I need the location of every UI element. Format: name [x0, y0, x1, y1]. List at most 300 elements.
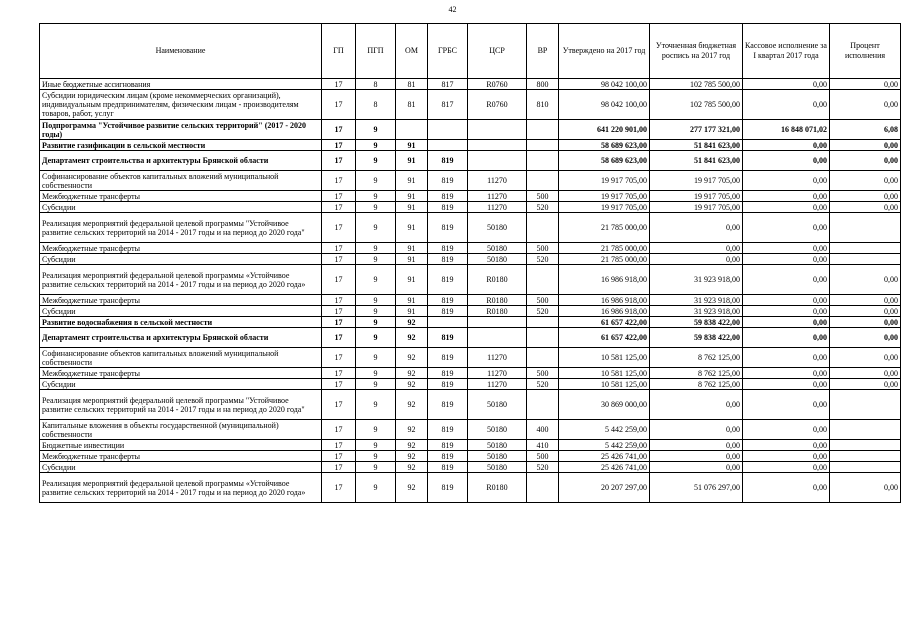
table-row	[40, 379, 901, 390]
cell-percent	[830, 390, 901, 420]
cell-refined: 8 762 125,00	[650, 348, 743, 368]
cell-gp: 17	[322, 265, 356, 295]
cell-csr: R0180	[468, 473, 527, 503]
cell-om: 92	[396, 440, 428, 451]
cell-approved: 10 581 125,00	[559, 348, 650, 368]
cell-approved: 19 917 705,00	[559, 171, 650, 191]
cell-approved: 20 207 297,00	[559, 473, 650, 503]
cell-gp: 17	[322, 243, 356, 254]
cell-percent: 0,00	[830, 328, 901, 348]
col-header-grbs: ГРБС	[428, 24, 468, 79]
cell-om: 92	[396, 368, 428, 379]
cell-percent: 0,00	[830, 151, 901, 171]
page-number: 42	[448, 5, 457, 14]
cell-approved: 61 657 422,00	[559, 317, 650, 328]
cell-vr: 800	[527, 79, 559, 90]
cell-vr: 500	[527, 368, 559, 379]
table-row	[40, 473, 901, 503]
cell-percent	[830, 213, 901, 243]
cell-gp: 17	[322, 120, 356, 140]
cell-percent: 0,00	[830, 473, 901, 503]
cell-gp: 17	[322, 368, 356, 379]
cell-grbs: 819	[428, 243, 468, 254]
cell-gp: 17	[322, 348, 356, 368]
cell-approved: 58 689 623,00	[559, 151, 650, 171]
cell-csr: 11270	[468, 368, 527, 379]
table-row	[40, 306, 901, 317]
cell-percent: 0,00	[830, 348, 901, 368]
cell-percent: 0,00	[830, 317, 901, 328]
col-header-csr: ЦСР	[468, 24, 527, 79]
cell-vr	[527, 140, 559, 151]
cell-om: 92	[396, 328, 428, 348]
cell-name: Межбюджетные трансферты	[40, 451, 322, 462]
cell-refined: 0,00	[650, 451, 743, 462]
cell-csr: 11270	[468, 348, 527, 368]
cell-refined: 19 917 705,00	[650, 202, 743, 213]
cell-om: 91	[396, 243, 428, 254]
cell-pgp: 9	[356, 379, 396, 390]
cell-name: Субсидии	[40, 462, 322, 473]
cell-refined: 0,00	[650, 440, 743, 451]
cell-cash: 0,00	[743, 243, 830, 254]
cell-approved: 16 986 918,00	[559, 306, 650, 317]
cell-approved: 19 917 705,00	[559, 191, 650, 202]
table-row	[40, 90, 901, 120]
cell-name: Департамент строительства и архитектуры Брянской области	[40, 151, 322, 171]
cell-grbs: 819	[428, 254, 468, 265]
cell-cash: 0,00	[743, 202, 830, 213]
col-header-pgp: ПГП	[356, 24, 396, 79]
cell-vr	[527, 328, 559, 348]
cell-cash: 0,00	[743, 213, 830, 243]
cell-pgp: 9	[356, 451, 396, 462]
cell-approved: 16 986 918,00	[559, 265, 650, 295]
cell-cash: 0,00	[743, 379, 830, 390]
cell-om: 92	[396, 473, 428, 503]
cell-csr: 50180	[468, 451, 527, 462]
cell-name: Межбюджетные трансферты	[40, 243, 322, 254]
cell-pgp: 9	[356, 120, 396, 140]
cell-name: Иные бюджетные ассигнования	[40, 79, 322, 90]
table-row	[40, 254, 901, 265]
cell-percent: 0,00	[830, 306, 901, 317]
cell-csr: 50180	[468, 213, 527, 243]
cell-refined: 19 917 705,00	[650, 191, 743, 202]
cell-csr: R0180	[468, 295, 527, 306]
cell-vr	[527, 390, 559, 420]
cell-csr: 50180	[468, 440, 527, 451]
cell-pgp: 8	[356, 90, 396, 120]
cell-vr: 520	[527, 254, 559, 265]
cell-approved: 58 689 623,00	[559, 140, 650, 151]
table-row	[40, 390, 901, 420]
cell-grbs: 819	[428, 368, 468, 379]
cell-percent	[830, 243, 901, 254]
cell-vr: 500	[527, 191, 559, 202]
cell-gp: 17	[322, 213, 356, 243]
cell-om: 91	[396, 213, 428, 243]
cell-pgp: 8	[356, 79, 396, 90]
cell-om: 91	[396, 191, 428, 202]
cell-grbs: 819	[428, 151, 468, 171]
cell-name: Межбюджетные трансферты	[40, 295, 322, 306]
cell-vr	[527, 151, 559, 171]
table-row	[40, 328, 901, 348]
table-header-row	[40, 24, 901, 79]
cell-csr: 50180	[468, 390, 527, 420]
cell-pgp: 9	[356, 462, 396, 473]
cell-name: Софинансирование объектов капитальных вложений муниципальной собственности	[40, 171, 322, 191]
cell-pgp: 9	[356, 265, 396, 295]
cell-name: Бюджетные инвестиции	[40, 440, 322, 451]
cell-grbs: 819	[428, 171, 468, 191]
cell-csr	[468, 151, 527, 171]
cell-vr	[527, 473, 559, 503]
cell-cash: 0,00	[743, 473, 830, 503]
table-row	[40, 202, 901, 213]
cell-om: 92	[396, 317, 428, 328]
cell-grbs: 819	[428, 265, 468, 295]
cell-name: Департамент строительства и архитектуры Брянской области	[40, 328, 322, 348]
table-row	[40, 191, 901, 202]
cell-vr: 520	[527, 379, 559, 390]
cell-approved: 16 986 918,00	[559, 295, 650, 306]
cell-pgp: 9	[356, 440, 396, 451]
cell-grbs: 819	[428, 191, 468, 202]
cell-name: Субсидии юридическим лицам (кроме некоммерческих организаций), индивидуальным предпринимателям, физическим лицам - производителям товаров, работ, услуг	[40, 90, 322, 120]
cell-refined: 277 177 321,00	[650, 120, 743, 140]
table-row	[40, 451, 901, 462]
cell-grbs: 819	[428, 390, 468, 420]
cell-pgp: 9	[356, 151, 396, 171]
cell-vr: 400	[527, 420, 559, 440]
table-row	[40, 440, 901, 451]
cell-percent	[830, 462, 901, 473]
table-body	[40, 79, 901, 503]
cell-om: 92	[396, 451, 428, 462]
cell-refined: 51 076 297,00	[650, 473, 743, 503]
cell-cash: 0,00	[743, 328, 830, 348]
cell-percent: 0,00	[830, 368, 901, 379]
table-row	[40, 151, 901, 171]
table-row	[40, 368, 901, 379]
cell-pgp: 9	[356, 202, 396, 213]
cell-vr	[527, 120, 559, 140]
cell-vr	[527, 171, 559, 191]
cell-refined: 51 841 623,00	[650, 151, 743, 171]
cell-pgp: 9	[356, 328, 396, 348]
cell-name: Капитальные вложения в объекты государственной (муниципальной) собственности	[40, 420, 322, 440]
table-row	[40, 348, 901, 368]
cell-cash: 0,00	[743, 191, 830, 202]
table-row	[40, 213, 901, 243]
cell-name: Реализация мероприятий федеральной целевой программы «Устойчивое развитие сельских территорий на 2014 - 2017 годы и на период до 2020 года»	[40, 265, 322, 295]
cell-percent	[830, 254, 901, 265]
table-row	[40, 140, 901, 151]
cell-grbs: 819	[428, 348, 468, 368]
cell-csr: R0760	[468, 90, 527, 120]
cell-pgp: 9	[356, 390, 396, 420]
cell-vr	[527, 317, 559, 328]
cell-name: Межбюджетные трансферты	[40, 368, 322, 379]
cell-om: 91	[396, 295, 428, 306]
cell-pgp: 9	[356, 295, 396, 306]
cell-percent: 0,00	[830, 191, 901, 202]
cell-cash: 0,00	[743, 265, 830, 295]
cell-vr: 520	[527, 306, 559, 317]
cell-grbs	[428, 120, 468, 140]
cell-gp: 17	[322, 462, 356, 473]
cell-om: 92	[396, 420, 428, 440]
cell-name: Реализация мероприятий федеральной целевой программы "Устойчивое развитие сельских территорий на 2014 - 2017 годы и на период до 2020 года"	[40, 390, 322, 420]
cell-csr	[468, 317, 527, 328]
cell-refined: 31 923 918,00	[650, 265, 743, 295]
cell-cash: 0,00	[743, 90, 830, 120]
cell-vr	[527, 265, 559, 295]
cell-percent	[830, 440, 901, 451]
col-header-om: ОМ	[396, 24, 428, 79]
cell-pgp: 9	[356, 317, 396, 328]
cell-refined: 0,00	[650, 462, 743, 473]
cell-om: 91	[396, 202, 428, 213]
cell-om: 92	[396, 462, 428, 473]
table-row	[40, 243, 901, 254]
cell-cash: 0,00	[743, 140, 830, 151]
cell-name: Субсидии	[40, 306, 322, 317]
table-row	[40, 462, 901, 473]
cell-pgp: 9	[356, 306, 396, 317]
cell-refined: 19 917 705,00	[650, 171, 743, 191]
cell-refined: 31 923 918,00	[650, 306, 743, 317]
cell-refined: 0,00	[650, 390, 743, 420]
cell-refined: 59 838 422,00	[650, 328, 743, 348]
cell-om: 81	[396, 90, 428, 120]
cell-grbs: 819	[428, 328, 468, 348]
cell-vr: 520	[527, 462, 559, 473]
cell-approved: 5 442 259,00	[559, 420, 650, 440]
table-row	[40, 295, 901, 306]
cell-name: Реализация мероприятий федеральной целевой программы «Устойчивое развитие сельских территорий на 2014 - 2017 годы и на период до 2020 года»	[40, 473, 322, 503]
col-header-approved: Утверждено на 2017 год	[559, 24, 650, 79]
cell-gp: 17	[322, 90, 356, 120]
cell-pgp: 9	[356, 213, 396, 243]
cell-name: Межбюджетные трансферты	[40, 191, 322, 202]
cell-gp: 17	[322, 473, 356, 503]
cell-gp: 17	[322, 317, 356, 328]
cell-vr: 520	[527, 202, 559, 213]
cell-gp: 17	[322, 451, 356, 462]
cell-refined: 8 762 125,00	[650, 368, 743, 379]
cell-om: 92	[396, 390, 428, 420]
cell-csr	[468, 328, 527, 348]
cell-percent: 0,00	[830, 379, 901, 390]
col-header-name: Наименование	[40, 24, 322, 79]
cell-gp: 17	[322, 151, 356, 171]
cell-grbs: 819	[428, 379, 468, 390]
cell-refined: 8 762 125,00	[650, 379, 743, 390]
cell-pgp: 9	[356, 368, 396, 379]
cell-approved: 10 581 125,00	[559, 368, 650, 379]
cell-csr: R0760	[468, 79, 527, 90]
cell-csr: 50180	[468, 254, 527, 265]
cell-approved: 21 785 000,00	[559, 254, 650, 265]
col-header-gp: ГП	[322, 24, 356, 79]
cell-csr	[468, 140, 527, 151]
cell-name: Субсидии	[40, 379, 322, 390]
table-row	[40, 265, 901, 295]
cell-percent: 0,00	[830, 90, 901, 120]
cell-om: 91	[396, 151, 428, 171]
cell-approved: 25 426 741,00	[559, 462, 650, 473]
cell-gp: 17	[322, 191, 356, 202]
cell-cash: 0,00	[743, 368, 830, 379]
cell-percent: 0,00	[830, 202, 901, 213]
cell-om: 91	[396, 171, 428, 191]
cell-percent: 6,08	[830, 120, 901, 140]
cell-cash: 16 848 071,02	[743, 120, 830, 140]
cell-csr	[468, 120, 527, 140]
cell-om: 91	[396, 254, 428, 265]
cell-pgp: 9	[356, 191, 396, 202]
cell-gp: 17	[322, 306, 356, 317]
col-header-refined: Уточненная бюджетная роспись на 2017 год	[650, 24, 743, 79]
cell-cash: 0,00	[743, 317, 830, 328]
cell-approved: 21 785 000,00	[559, 213, 650, 243]
cell-name: Субсидии	[40, 202, 322, 213]
cell-grbs: 819	[428, 462, 468, 473]
cell-refined: 102 785 500,00	[650, 79, 743, 90]
table-row	[40, 79, 901, 90]
cell-refined: 0,00	[650, 243, 743, 254]
cell-vr	[527, 348, 559, 368]
cell-gp: 17	[322, 171, 356, 191]
cell-cash: 0,00	[743, 451, 830, 462]
cell-name: Софинансирование объектов капитальных вложений муниципальной собственности	[40, 348, 322, 368]
cell-gp: 17	[322, 328, 356, 348]
cell-cash: 0,00	[743, 462, 830, 473]
cell-csr: 11270	[468, 202, 527, 213]
cell-grbs	[428, 317, 468, 328]
cell-refined: 31 923 918,00	[650, 295, 743, 306]
cell-pgp: 9	[356, 171, 396, 191]
cell-pgp: 9	[356, 140, 396, 151]
cell-percent: 0,00	[830, 295, 901, 306]
cell-vr: 500	[527, 451, 559, 462]
cell-csr: 50180	[468, 420, 527, 440]
cell-grbs: 819	[428, 213, 468, 243]
cell-gp: 17	[322, 79, 356, 90]
cell-pgp: 9	[356, 254, 396, 265]
cell-gp: 17	[322, 254, 356, 265]
cell-cash: 0,00	[743, 151, 830, 171]
cell-name: Субсидии	[40, 254, 322, 265]
budget-execution-table	[39, 23, 901, 503]
cell-grbs: 817	[428, 90, 468, 120]
cell-percent	[830, 451, 901, 462]
cell-cash: 0,00	[743, 295, 830, 306]
cell-name: Реализация мероприятий федеральной целевой программы "Устойчивое развитие сельских территорий на 2014 - 2017 годы и на период до 2020 года"	[40, 213, 322, 243]
cell-refined: 0,00	[650, 254, 743, 265]
cell-grbs: 819	[428, 202, 468, 213]
cell-percent	[830, 420, 901, 440]
cell-vr: 500	[527, 295, 559, 306]
cell-cash: 0,00	[743, 348, 830, 368]
cell-cash: 0,00	[743, 390, 830, 420]
table-row	[40, 120, 901, 140]
cell-om: 91	[396, 140, 428, 151]
cell-grbs	[428, 140, 468, 151]
cell-name: Развитие газификации в сельской местности	[40, 140, 322, 151]
table-row	[40, 317, 901, 328]
cell-vr: 410	[527, 440, 559, 451]
cell-refined: 0,00	[650, 213, 743, 243]
cell-cash: 0,00	[743, 306, 830, 317]
cell-pgp: 9	[356, 348, 396, 368]
cell-cash: 0,00	[743, 79, 830, 90]
cell-grbs: 819	[428, 306, 468, 317]
cell-gp: 17	[322, 440, 356, 451]
cell-grbs: 819	[428, 295, 468, 306]
cell-csr: R0180	[468, 265, 527, 295]
cell-om: 91	[396, 265, 428, 295]
cell-gp: 17	[322, 379, 356, 390]
cell-approved: 30 869 000,00	[559, 390, 650, 420]
cell-approved: 5 442 259,00	[559, 440, 650, 451]
cell-approved: 641 220 901,00	[559, 120, 650, 140]
cell-approved: 98 042 100,00	[559, 90, 650, 120]
cell-percent: 0,00	[830, 171, 901, 191]
cell-csr: 50180	[468, 462, 527, 473]
cell-om: 92	[396, 348, 428, 368]
cell-percent: 0,00	[830, 79, 901, 90]
cell-om: 92	[396, 379, 428, 390]
cell-name: Развитие водоснабжения в сельской местности	[40, 317, 322, 328]
cell-gp: 17	[322, 202, 356, 213]
cell-gp: 17	[322, 420, 356, 440]
cell-percent: 0,00	[830, 140, 901, 151]
cell-cash: 0,00	[743, 254, 830, 265]
col-header-cash: Кассовое исполнение за I квартал 2017 года	[743, 24, 830, 79]
cell-name: Подпрограмма "Устойчивое развитие сельских территорий" (2017 - 2020 годы)	[40, 120, 322, 140]
cell-gp: 17	[322, 140, 356, 151]
cell-vr: 500	[527, 243, 559, 254]
cell-gp: 17	[322, 295, 356, 306]
cell-approved: 25 426 741,00	[559, 451, 650, 462]
cell-approved: 10 581 125,00	[559, 379, 650, 390]
cell-approved: 19 917 705,00	[559, 202, 650, 213]
cell-csr: 11270	[468, 171, 527, 191]
cell-approved: 21 785 000,00	[559, 243, 650, 254]
table-row	[40, 171, 901, 191]
cell-refined: 51 841 623,00	[650, 140, 743, 151]
cell-pgp: 9	[356, 420, 396, 440]
cell-cash: 0,00	[743, 171, 830, 191]
cell-grbs: 819	[428, 473, 468, 503]
cell-refined: 0,00	[650, 420, 743, 440]
cell-pgp: 9	[356, 473, 396, 503]
cell-om	[396, 120, 428, 140]
cell-cash: 0,00	[743, 420, 830, 440]
table-row	[40, 420, 901, 440]
cell-percent: 0,00	[830, 265, 901, 295]
cell-refined: 102 785 500,00	[650, 90, 743, 120]
cell-approved: 61 657 422,00	[559, 328, 650, 348]
cell-csr: 11270	[468, 379, 527, 390]
col-header-percent: Процент исполнения	[830, 24, 901, 79]
cell-pgp: 9	[356, 243, 396, 254]
cell-grbs: 819	[428, 440, 468, 451]
